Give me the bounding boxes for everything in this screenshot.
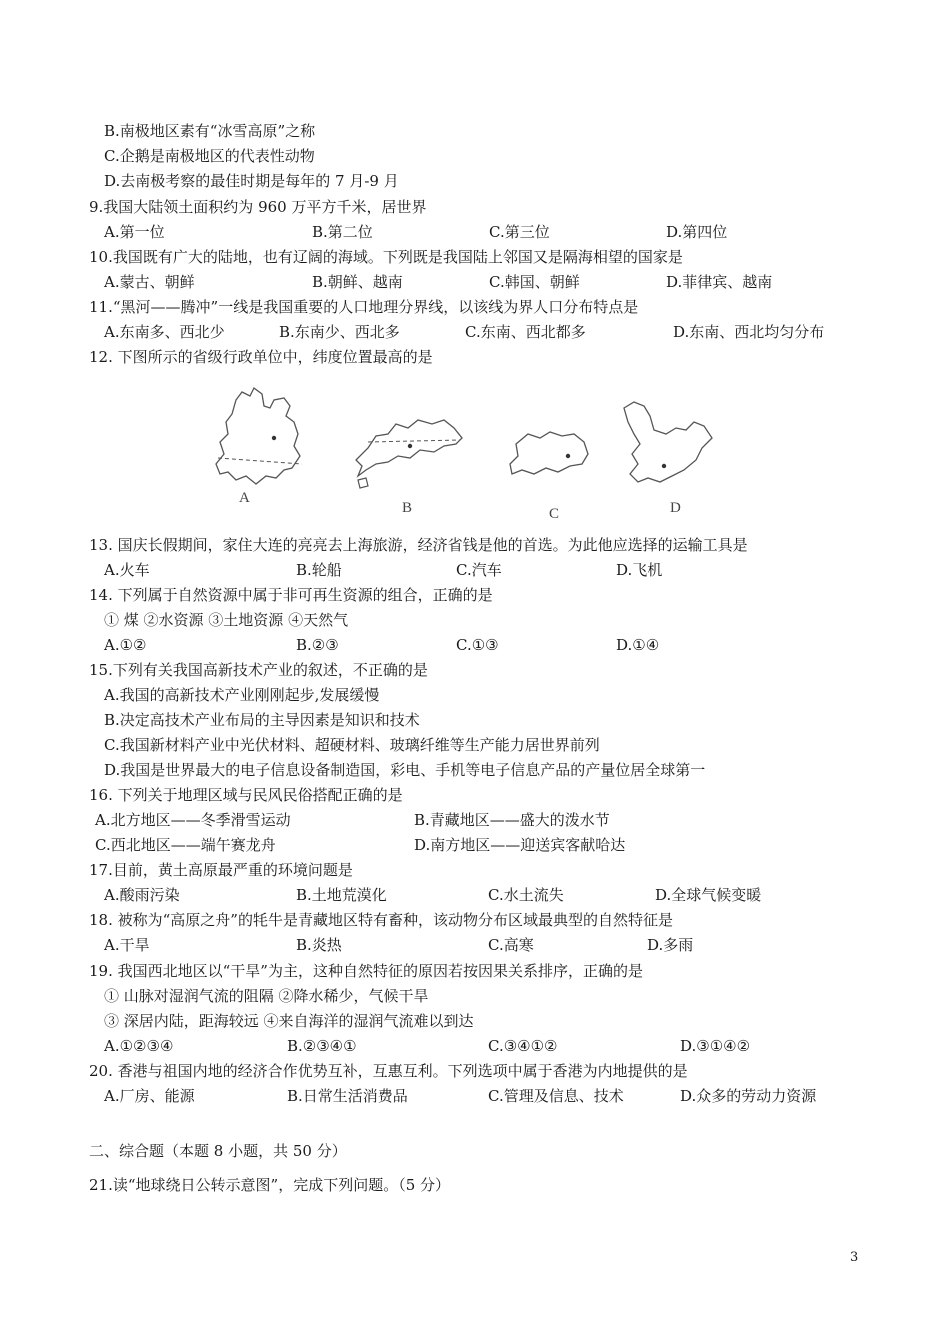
q14-items: ① 煤 ②水资源 ③土地资源 ④天然气 bbox=[104, 611, 349, 629]
section-heading: 二、综合题（本题 8 小题，共 50 分） bbox=[89, 1142, 347, 1160]
q19-option-b: B.②③④① bbox=[287, 1037, 357, 1055]
q16-option-c: C.西北地区——端午赛龙舟 bbox=[95, 836, 276, 854]
q10-option-b: B.朝鲜、越南 bbox=[312, 273, 403, 291]
q19-option-a: A.①②③④ bbox=[104, 1037, 174, 1055]
map-a-outline bbox=[216, 388, 300, 484]
q19-items-line1: ① 山脉对湿润气流的阻隔 ②降水稀少，气候干旱 bbox=[104, 987, 429, 1005]
q17-option-c: C.水土流失 bbox=[488, 886, 564, 904]
map-label-d: D bbox=[670, 500, 681, 516]
q15-option-d: D.我国是世界最大的电子信息设备制造国，彩电、手机等电子信息产品的产量位居全球第一 bbox=[104, 761, 706, 779]
q13-option-c: C.汽车 bbox=[456, 561, 502, 579]
q8-option-d: D.去南极考察的最佳时期是每年的 7 月-9 月 bbox=[104, 172, 399, 190]
q21-stem: 21.读“地球绕日公转示意图”，完成下列问题。（5 分） bbox=[89, 1176, 451, 1194]
q20-option-a: A.厂房、能源 bbox=[104, 1087, 195, 1105]
map-label-c: C bbox=[549, 506, 560, 522]
q13-stem: 13. 国庆长假期间，家住大连的亮亮去上海旅游，经济省钱是他的首选。为此他应选择的运输工具是 bbox=[89, 536, 748, 554]
q20-option-d: D.众多的劳动力资源 bbox=[680, 1087, 817, 1105]
q20-option-c: C.管理及信息、技术 bbox=[488, 1087, 624, 1105]
q10-stem: 10.我国既有广大的陆地，也有辽阔的海域。下列既是我国陆上邻国又是隔海相望的国家是 bbox=[89, 248, 683, 266]
q14-option-c: C.①③ bbox=[456, 636, 499, 654]
q11-option-d: D.东南、西北均匀分布 bbox=[673, 323, 825, 341]
q9-option-c: C.第三位 bbox=[489, 223, 550, 241]
map-label-a: A bbox=[239, 490, 250, 506]
q9-option-d: D.第四位 bbox=[666, 223, 728, 241]
q16-stem: 16. 下列关于地理区域与民风民俗搭配正确的是 bbox=[89, 786, 403, 804]
q15-stem: 15.下列有关我国高新技术产业的叙述，不正确的是 bbox=[89, 661, 428, 679]
map-label-b: B bbox=[402, 500, 413, 516]
q8-option-c: C.企鹅是南极地区的代表性动物 bbox=[104, 147, 315, 165]
q9-option-a: A.第一位 bbox=[104, 223, 165, 241]
q11-stem: 11.“黑河——腾冲”一线是我国重要的人口地理分界线，以该线为界人口分布特点是 bbox=[89, 298, 639, 316]
q20-stem: 20. 香港与祖国内地的经济合作优势互补，互惠互利。下列选项中属于香港为内地提供的是 bbox=[89, 1062, 688, 1080]
q16-option-b: B.青藏地区——盛大的泼水节 bbox=[414, 811, 610, 829]
q10-option-c: C.韩国、朝鲜 bbox=[489, 273, 580, 291]
q16-option-a: A.北方地区——冬季滑雪运动 bbox=[95, 811, 291, 829]
q10-option-d: D.菲律宾、越南 bbox=[666, 273, 773, 291]
q14-stem: 14. 下列属于自然资源中属于非可再生资源的组合，正确的是 bbox=[89, 586, 493, 604]
q14-option-d: D.①④ bbox=[616, 636, 660, 654]
q13-option-d: D.飞机 bbox=[616, 561, 663, 579]
q10-option-a: A.蒙古、朝鲜 bbox=[104, 273, 195, 291]
q17-option-b: B.土地荒漠化 bbox=[296, 886, 387, 904]
q19-option-d: D.③①④② bbox=[680, 1037, 751, 1055]
q17-option-d: D.全球气候变暖 bbox=[655, 886, 762, 904]
q11-option-a: A.东南多、西北少 bbox=[104, 323, 225, 341]
q18-option-c: C.高寒 bbox=[488, 936, 534, 954]
q15-option-b: B.决定高技术产业布局的主导因素是知识和技术 bbox=[104, 711, 420, 729]
q9-stem: 9.我国大陆领土面积约为 960 万平方千米，居世界 bbox=[89, 198, 427, 216]
q19-option-c: C.③④①② bbox=[488, 1037, 558, 1055]
q16-option-d: D.南方地区——迎送宾客献哈达 bbox=[414, 836, 626, 854]
page-number: 3 bbox=[850, 1250, 859, 1265]
q18-stem: 18. 被称为“高原之舟”的牦牛是青藏地区特有畜种，该动物分布区域最典型的自然特征是 bbox=[89, 911, 673, 929]
q17-stem: 17.目前，黄土高原最严重的环境问题是 bbox=[89, 861, 353, 879]
q15-option-a: A.我国的高新技术产业刚刚起步,发展缓慢 bbox=[104, 686, 380, 704]
map-b-outline bbox=[356, 420, 462, 476]
q18-option-d: D.多雨 bbox=[647, 936, 694, 954]
map-d-outline bbox=[624, 402, 712, 482]
q14-option-b: B.②③ bbox=[296, 636, 339, 654]
q20-option-b: B.日常生活消费品 bbox=[287, 1087, 408, 1105]
q19-stem: 19. 我国西北地区以“干旱”为主，这种自然特征的原因若按因果关系排序，正确的是 bbox=[89, 962, 643, 980]
q18-option-a: A.干旱 bbox=[104, 936, 150, 954]
q19-items-line2: ③ 深居内陆，距海较远 ④来自海洋的湿润气流难以到达 bbox=[104, 1012, 474, 1030]
q11-option-b: B.东南少、西北多 bbox=[279, 323, 400, 341]
q9-option-b: B.第二位 bbox=[312, 223, 373, 241]
q8-option-b: B.南极地区素有“冰雪高原”之称 bbox=[104, 122, 316, 140]
q13-option-a: A.火车 bbox=[104, 561, 150, 579]
q17-option-a: A.酸雨污染 bbox=[104, 886, 180, 904]
q14-option-a: A.①② bbox=[104, 636, 147, 654]
q18-option-b: B.炎热 bbox=[296, 936, 342, 954]
map-c-outline bbox=[510, 432, 588, 474]
q11-option-c: C.东南、西北都多 bbox=[465, 323, 586, 341]
q15-option-c: C.我国新材料产业中光伏材料、超硬材料、玻璃纤维等生产能力居世界前列 bbox=[104, 736, 600, 754]
q13-option-b: B.轮船 bbox=[296, 561, 342, 579]
q12-stem: 12. 下图所示的省级行政单位中，纬度位置最高的是 bbox=[89, 348, 433, 366]
